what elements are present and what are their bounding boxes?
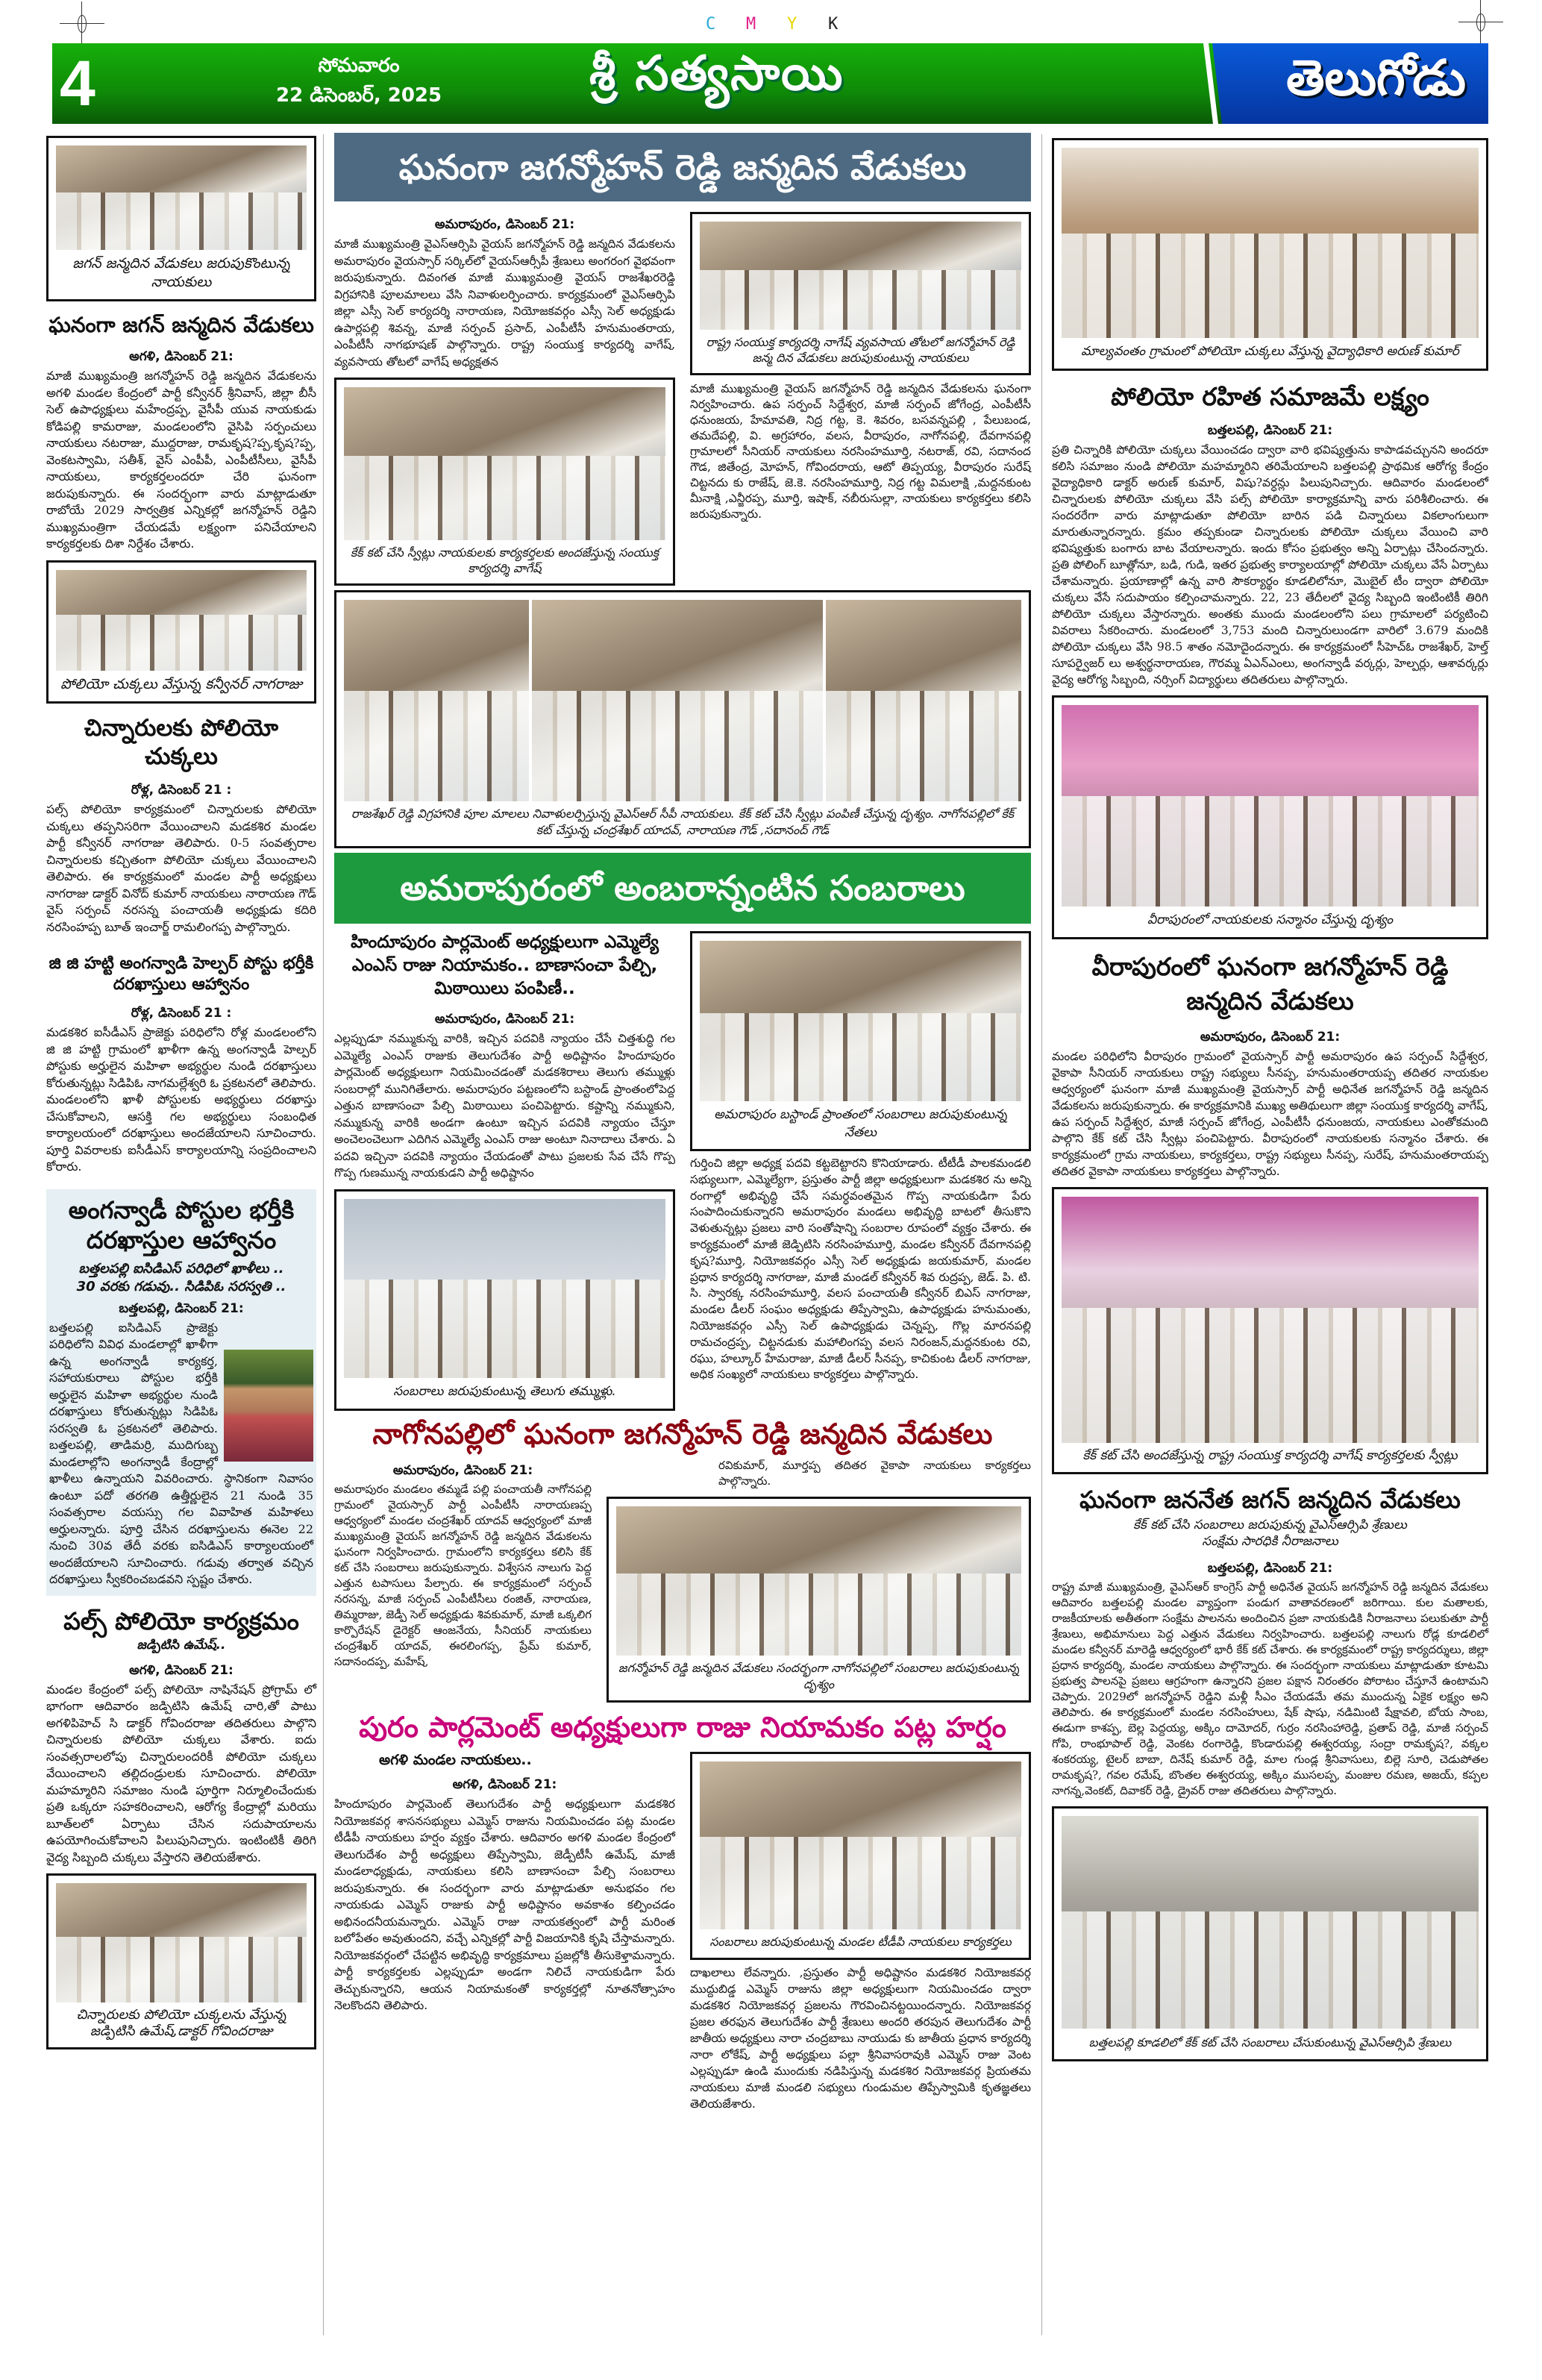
photo-box bbox=[46, 560, 316, 704]
news-photo bbox=[344, 600, 529, 801]
dateline: రోళ్ల, డిసెంబర్ 21 : bbox=[131, 783, 232, 798]
date: 22 డిసెంబర్, 2025 bbox=[276, 84, 442, 107]
dateline: అమరాపురం, డిసెంబర్ 21: bbox=[392, 1463, 533, 1478]
photo-box bbox=[46, 136, 316, 301]
registration-mark-black: K bbox=[828, 15, 839, 34]
photo-caption: జగన్మోహన్ రెడ్డి జన్మదిన వేడుకలు సందర్భంగా నాగోనపల్లిలో సంబరాలు జరుపుకుంటున్న దృశ్యం bbox=[618, 1661, 1020, 1691]
article-body: రవికుమార్, మూర్తప్ప తదితర వైకాపా నాయకులు కార్యకర్తలు పాల్గొన్నారు. bbox=[718, 1459, 1031, 1488]
headline: పల్స్ పోలియో కార్యక్రమం bbox=[63, 1606, 299, 1635]
headline: ఘనంగా జగన్ జన్మదిన వేడుకలు bbox=[48, 313, 314, 337]
article-body: మండల పరిధిలోని వీరాపురం గ్రామంలో వైయస్సార్ పార్టీ అమరాపురం ఉప సర్పంచ్ సిద్దేశ్వర, వైకాపా సీనియర్ నాయకులు రాష్ట్ర సభ్యులు సీనప్ప, హనుమంతరాయప్ప తదితర నాయకుల ఆధ్వర్యంలో ఘనంగా మాజీ ముఖ్యమంత్రి వైయస్సార్ పార్టీ అధినేత జగన్మోహన్ రెడ్డి జన్మదిన వేడుకలను జరుపుకున్నారు. ఈ కార్యక్రమానికి ముఖ్య అతిథులుగా జిల్లా సంయుక్త కార్యదర్శి వాగేష్, ఉప సర్పంచ్ సిద్దేశ్వర, మాజీ సర్పంచ్ జోగేంద్ర, ఎంపీటీసీ ధనుంజయ, నాయకులు ఎంతోకమంది పాల్గొని కేక్ కట్ చేసి స్వీట్లు పంచిపెట్టారు. వీరాపురంలో నాయకులకు సన్మానం చేశారు. ఈ కార్యక్రమంలో గ్రామ నాయకులు, కార్యకర్తలు, రాష్ట్ర సభ్యులు సీనప్ప, సురేష్, హనుమంతరాయప్ప తదితర వైకాపా నాయకులు కార్యకర్తలు పాల్గొన్నారు. bbox=[1052, 1050, 1488, 1179]
crosshair-icon bbox=[60, 1, 104, 46]
photo-caption: బత్తలపల్లి కూడలిలో కేక్ కట్ చేసి సంబరాలు చేసుకుంటున్న వైఎస్ఆర్సిపి శ్రేణులు bbox=[1088, 2035, 1452, 2049]
headline: పురం పార్లమెంట్ అధ్యక్షులుగా రాజు నియామకం పట్ల హర్షం bbox=[359, 1711, 1006, 1744]
photo-box bbox=[334, 378, 675, 586]
news-photo bbox=[1062, 1197, 1479, 1443]
photo-box bbox=[1052, 1806, 1488, 2061]
registration-mark-yellow: Y bbox=[787, 15, 797, 34]
masthead bbox=[52, 43, 1488, 124]
weekday: సోమవారం bbox=[318, 54, 400, 77]
news-photo bbox=[1062, 1816, 1479, 2029]
article-body: అమరాపురం మండలం తమ్మడే పల్లి పంచాయతీ నాగోనపల్లి గ్రామంలో వైయస్సార్ పార్టీ ఎంపీటీసీ నారాయణప్ప ఆధ్వర్యంలో మండల చంద్రశేఖర్ యాదవ్ ఆధ్వర్యంలో మాజీ ముఖ్యమంత్రి వైయస్ జగన్మోహన్ రెడ్డి జన్మదిన వేడుకలను ఘనంగా నిర్వహించారు. గ్రామంలోని కార్యకర్తలు కలిసి కేక్ కట్ చేసి సంబరాలు జరుపుకున్నారు. విశ్వేసన నాలుగు పెద్ద ఎత్తున టపాసులు పేల్చారు. ఈ కార్యక్రమంలో సర్పంచ్ నరసన్న, మాజీ సర్పంచ్ ఎంపీటీసీలు రంజిత్, నారాయణ, తిమ్మరాజు, జెడ్పీ సెల్ అధ్యక్షుడు శివకుమార్, మాజీ ఒక్కలిగ కార్పొరేషన్ డైరెక్టర్ ఆంజనేయ, సీనియర్ నాయకులు చంద్రశేఖర్ యాదవ్, ఈరలింగప్ప, ప్రేమ్ కుమార్, సదానందప్ప, మహేష్, bbox=[334, 1482, 592, 1668]
column-rule bbox=[1041, 134, 1042, 2335]
banner-headline: అమరాపురంలో అంబరాన్నంటిన సంబరాలు bbox=[334, 853, 1031, 924]
dateline: అమరాపురం, డిసెంబర్ 21: bbox=[434, 1012, 575, 1027]
photo-box bbox=[334, 1189, 675, 1411]
photo-box bbox=[46, 1873, 316, 2049]
photo-box bbox=[607, 1497, 1031, 1703]
news-photo bbox=[56, 1883, 307, 2002]
photo-caption: కేక్ కట్ చేసి అందజేస్తున్న రాష్ట్ర సంయుక్త కార్యదర్శి వాగేష్ కార్యకర్తలకు స్వీట్లు bbox=[1082, 1448, 1458, 1464]
dateline: అమరాపురం, డిసెంబర్ 21: bbox=[434, 217, 575, 232]
photo-caption: వీరాపురంలో నాయకులకు సన్మానం చేస్తున్న దృశ్యం bbox=[1147, 912, 1394, 928]
article-body: ప్రతి చిన్నారికి పోలియో చుక్కలు వేయించడం ద్వారా వారి భవిష్యత్తును కాపాడవచ్చునని అందరూ కలిసి సమాజం నుండి పోలియో మహమ్మారిని తరిమేయాలని బత్తలపల్లి ప్రాథమిక ఆరోగ్య కేంద్రం వైద్యాధికారి డాక్టర్ అరుణ్ కుమార్, విషు?వర్ధన్లు పిలుపునిచ్చారు. ఆదివారం మండలంలో చిన్నారులకు పోలియో చుక్కలు వేసి పల్స్ పోలియో కార్యాక్రమాన్ని వారు పరిశీలించారు. ఈ సందరరేగా వారు మాట్లాడుతూ పోలియో బారిన పడి చిన్నారులు వికలాంగులుగా మారుతున్నారన్నారు. క్రమం తప్పకుండా చిన్నారులకు పోలియో చుక్కలు వేయించి వారి భవిష్యత్తుకు బంగారు బాట వేయాలన్నారు. ఇందు కోసం ప్రభుత్వం అన్ని ఏర్పాట్లు చేసిందన్నారు. ప్రతి పోలింగ్ బూత్లోనూ, బడి, గుడి, ఇతర ప్రభుత్వ కార్యాలయాల్లో పోలియో చుక్కలు వేసే ఏర్పాటు చేశామన్నారు. ప్రయాణాల్లో ఉన్న వారి సౌకర్యార్థం కూడలిలోనూ, మొబైల్ టీం ద్వారా పోలియో చుక్కలు వేసే సదుపాయం కల్పించామన్నారు. 22, 23 తేదీలలో వైద్య సిబ్బంది ఇంటింటికీ తిరిగి పోలియో చుక్కలు వేస్తారన్నారు. అంతకు ముందు మండలంలోని పలు గ్రామాలలో పర్యటించి వివరాలు సేకరించారు. మండలంలో 3,753 మంది చిన్నారులుండగా వారిలో 3.679 మందికి పోలియో చుక్కలు వేసి 98.5 శాతం నమోదైందన్నారు. ఈ కార్యక్రమంలో సీహెచ్ఓ రాజశేఖర్, హెల్త్ సూపర్వైజర్ లు అశ్వర్థనారాయణ, గౌరమ్మ ఏఎన్ఎంలు, అంగన్వాడీ వర్కర్లు, హెల్పర్లు, ఆశావర్కర్లు వైద్య ఆరోగ్య సిబ్బంది, నర్సింగ్ విద్యార్థులు తదితరులు పాల్గొన్నారు. bbox=[1052, 443, 1488, 687]
subheadline: 30 వరకు గడువు.. సిడిపిఓ సరస్వతి .. bbox=[76, 1279, 286, 1294]
news-photo bbox=[1062, 705, 1479, 906]
dateline: బత్తలపల్లి, డిసెంబర్ 21: bbox=[1207, 1560, 1333, 1576]
photo-caption: అమరాపురం బస్టాండ్ ప్రాంతంలో సంబరాలు జరుపుకుంటున్న నేతలు bbox=[714, 1107, 1007, 1140]
column-rule bbox=[323, 134, 324, 2335]
article-body: హిందూపురం పార్లమెంట్ తెలుగుదేశం పార్టీ అధ్యక్షులుగా మడకశిర నియోజకవర్గ శాసనసభ్యులు ఎమ్మెస్ రాజును నియమించడం పట్ల మండల టీడీపీ నాయకులు హర్షం వ్యక్తం చేశారు. ఆదివారం అగళి మండల కేంద్రంలో తెలుగుదేశం పార్టీ అధ్యక్షులు తిప్పేస్వామి, జెడ్పీటీసీ ఉమేష్, మాజీ మండలాధ్యక్షుడు, నాయకులు కలిసి బాణాసంచా పేల్చి సంబరాలు జరుపుకున్నారు. ఈ సందర్భంగా వారు మాట్లాడుతూ అనుభవం గల నాయకుడు ఎమ్మెస్ రాజుకు పార్టీ అధిష్టానం అవకాశం కల్పించడం అభినందనీయమన్నారు. ఎమ్మెస్ రాజు నాయకత్వంలో పార్టీ మరింత బలోపేతం అవుతుందని, వచ్చే ఎన్నికల్లో పార్టీ విజయానికి కృషి చేస్తామన్నారు. నియోజకవర్గంలో చేపట్టిన అభివృద్ధి కార్యక్రమాలు ప్రజల్లోకి తీసుకెళ్తామన్నారు. పార్టీ కార్యకర్తలకు ఎల్లప్పుడూ అండగా నిలిచే నాయకుడిగా పేరు తెచ్చుకున్నారని, ఆయన నియామకంతో కార్యకర్తల్లో నూతనోత్సాహం నెలకొందని తెలిపారు. bbox=[334, 1797, 675, 2013]
photo-strip bbox=[334, 590, 1031, 848]
article-body: ఎల్లప్పుడూ నమ్ముకున్న వారికి, ఇచ్చిన పదవికి న్యాయం చేసే చిత్తశుద్ధి గల ఎమ్మెల్యే ఎంఎస్ రాజుకు తెలుగుదేశం పార్టీ అధిష్టానం హిందూపురం పార్లమెంట్ అధ్యక్షులుగా నియమించడంతో మడకశిరాలు తెలుగు తమ్ముళ్లు సంబరాల్లో మునిగితేలారు. అమరాపురం పట్టణంలోని బస్టాండ్ ప్రాంతంలోపెద్ద ఎత్తున బాణాసంచా పేల్చి మిఠాయిలు పంచిపెట్టారు. కష్టాన్ని నమ్ముకుని, నమ్ముకున్న వారికి అండగా ఉంటూ ఇచ్చిన పదవికి న్యాయం చేస్తూ అంచెలంచెలుగా ఎదిగిన ఎమ్మెల్యే ఎంఎస్ రాజు అంటూ నినాదాలు చేశారు. ఏ పదవి ఇచ్చినా పదవికి న్యాయం చేయడంతో పాటు ప్రజలకు సేవ చేసే గొప్ప గొప్ప గుణమున్న నాయకుడని పార్టీ అధిష్టానం bbox=[334, 1032, 675, 1180]
photo-box bbox=[1052, 138, 1488, 371]
dateline: అగళి, డిసెంబర్ 21: bbox=[129, 349, 234, 364]
shaded-article bbox=[46, 1189, 316, 1596]
photo-caption: రాజశేఖర్ రెడ్డి విగ్రహానికి పూల మాలలు నివాళులర్పిస్తున్న వైఎస్ఆర్ సీపీ నాయకులు. కేక్ కట్ చేసి స్వీట్లు పంపిణీ చేస్తున్న దృశ్యం. నాగోనపల్లిలో కేక్ కట్ చేస్తున్న చంద్రశేఖర్ యాదవ్, నారాయణ గౌడ్ ,సదానంద్ గౌడ్ bbox=[351, 807, 1015, 837]
dateline: అమరాపురం, డిసెంబర్ 21: bbox=[1200, 1030, 1341, 1045]
page-number: 4 bbox=[60, 48, 95, 119]
headline: పోలియో రహిత సమాజమే లక్ష్యం bbox=[1111, 382, 1429, 411]
article-body: దాఖలాలు లేవన్నారు. ,ప్రస్తుతం పార్టీ అధిష్టానం మడకశిర నియోజకవర్గ ముద్దుబిడ్డ ఎమ్మెస్ రాజును జిల్లా అధ్యక్షులుగా నియమించడం ద్వారా మడకశిర నియోజకవర్గ ప్రజలను గౌరవించినట్టయిందన్నారు. నియోజకవర్గ ప్రజల తరఫున తెలుగుదేశం పార్టీ శ్రేణులు అందరి తరపున తెలుగుదేశం పార్టీ జాతీయ అధ్యక్షులు నారా చంద్రబాబు నాయుడు కు జాతీయ ప్రధాన కార్యదర్శి నారా లోకేష్, పార్టీ అధ్యక్షులు పల్లా శ్రీనివాసరావుకి ఎమ్మెస్ రాజు వెంట ఎల్లప్పుడూ ఉండి ముందుకు నడిపిస్తున్న మడకశిర నియోజకవర్గ ప్రియతమ నాయకులు మాజీ మండలి సభ్యులు గుండుమల తిప్పేస్వామికి కృతజ్ఞతలు తెలియజేశారు. bbox=[690, 1965, 1031, 2111]
photo-caption: సంబరాలు జరుపుకుంటున్న తెలుగు తమ్ముళ్లు. bbox=[393, 1383, 616, 1399]
headline: చిన్నారులకు పోలియో చుక్కలు bbox=[84, 714, 279, 771]
article-body bbox=[49, 1320, 313, 1588]
news-photo bbox=[616, 1506, 1021, 1656]
photo-box bbox=[690, 212, 1031, 375]
article-body: మాజీ ముఖ్యమంత్రి జగన్మోహన్ రెడ్డి జన్మదిన వేడుకలను అగళి మండల కేంద్రంలో పార్టీ కన్వీనర్ శ్రీనివాస్, జిల్లా బీసీ సెల్ ఉపాధ్యక్షులు మహేంద్రప్ప, వైసీపీ యువ నాయకుడు కోడిపల్లి కామరాజు, మండలంలోని వైసిపి సర్పంచులు నాయకులు నటరాజు, ముద్దరాజు, రామకృష?ప్ప,కృష?ప్ప, వెంకటస్వామి, సతీశ్, వైస్ ఎంపీపీ, ఎంపీటీసీలు, వైసీపీ నాయకులు, కార్యకర్తలందరూ చేరి ఘనంగా జరుపుకున్నారు. ఈ సందర్భంగా వారు మాట్లాడుతూ రాబోయే 2029 సార్వత్రిక ఎన్నికల్లో జగన్మోహన్ రెడ్డిని ముఖ్యమంత్రిగా చేయడమే లక్ష్యంగా పనిచేయాలని కార్యకర్తలకు దిశా నిర్దేశం చేశారు. bbox=[46, 369, 316, 551]
news-photo bbox=[532, 600, 823, 801]
photo-caption: చిన్నారులకు పోలియో చుక్కలను వేస్తున్న జడ్పిటిసి ఉమేష్,డాక్టర్ గోవిందరాజు bbox=[76, 2007, 286, 2040]
article-body: మడకశిర ఐసీడీఎస్ ప్రాజెక్టు పరిధిలోని రోళ్ల మండలంలోని జి జి హట్టి గ్రామంలో ఖాళీగా ఉన్న అంగన్వాడీ హెల్పర్ పోస్టుకు అర్హులైన మహిళా అభ్యర్థుల నుండి దరఖాస్తులు కోరుతున్నట్లు సిడిపిఓ నాగమల్లేశ్వరి ఓ ప్రకటనలో తెలిపారు. మండలంలోని ఖాళీ పోస్టులకు అభ్యర్థులు దరఖాస్తు చేసుకోవాలని, ఆసక్తి గల అభ్యర్థులు సంబంధిత కార్యాలయంలో దరఖాస్తులు అందజేయాలని సూచించారు. పూర్తి వివరాలకు ఐసీడీఎస్ కార్యాలయాన్ని సంప్రదించాలని కోరారు. bbox=[46, 1025, 316, 1174]
photo-caption: సంబరాలు జరుపుకుంటున్న మండల టీడీపి నాయకులు కార్యకర్తలు bbox=[709, 1934, 1012, 1949]
news-photo bbox=[700, 222, 1021, 330]
news-photo bbox=[344, 1199, 665, 1378]
news-photo bbox=[56, 570, 307, 671]
article-body: రాష్ట్ర మాజీ ముఖ్యమంత్రి, వైఎస్ఆర్ కాంగ్రెస్ పార్టీ అధినేత వైయస్ జగన్మోహన్ రెడ్డి జన్మదిన వేడుకలు ఆదివారం బత్తలపల్లి మండల వ్యాప్తంగా పండుగ వాతావరణంలో జరిగాయి. కుల మతాలకు, రాజకీయాలకు అతీతంగా సంక్షేమ పాలనను అందించిన ప్రజా నాయకుడికి నీరాజనాలు పలుకుతూ పార్టీ శ్రేణులు, అభిమానులు పెద్ద ఎత్తున వేడుకలు నిర్వహించారు. బత్తలపల్లి నాలుగు రోడ్ల కూడలిలో మండల కన్వీనర్ మారెడ్డి ఆధ్వర్యంలో భారీ కేక్ కట్ చేశారు. ఈ కార్యక్రమంలో రాష్ట్ర కార్యదర్శులు, జిల్లా ప్రధాన కార్యదర్శి, మండల నాయకులు పాల్గొన్నారు. ఈ సందర్భంగా నాయకులు మాట్లాడుతూ కూటమి ప్రభుత్వ పాలనపై ప్రజలు ఆగ్రహంగా ఉన్నారని ప్రజల పక్షాన నిరంతరం పోరాటం చేస్తూనే ఉంటామని చెప్పారు. 2029లో జగన్మోహన్ రెడ్డిని మళ్లీ సీఎం చేయడమే తమ ముందున్న ఏకైక లక్ష్యం అని తెలిపారు. ఈ కార్యక్రమంలో మండల నరసింహులు, షేక్ షాషు, నడిమింటి షేక్షావలి, బోయ సాంబ, ఈడుగా కాశప్ప, బెల్ల పెద్దయ్య, అక్కిం దామోదర్, గుర్రం నరసింహారెడ్డి, ప్రతాప్ రెడ్డి, మాజీ సర్పంచ్ గోపి, రాంభూపాల్ రెడ్డి, వెంకట రంగారెడ్డి, కొండారుపల్లి ఈశ్వరయ్య, సంద్రా రామకృష?, వక్కల శంకరయ్య, టైలర్ బాబా, దినేష్ కుమార్ రెడ్డి, మాల గుండ్ల శ్రీనివాసులు, బిల్లె సూరి, చెడుపోతల రామకృష?, గవల రమేష్, బొంతల ఈశ్వరయ్య, అక్కిం ముసలప్ప, మంజుల రమణ, అజయ్, కప్పల నాగన్న,వెంకట్, దివాకర్ రెడ్డి, డ్రైవర్ రాజు తదితరులు పాల్గొన్నారు. bbox=[1052, 1579, 1488, 1797]
headline: ఘనంగా జననేత జగన్ జన్మదిన వేడుకలు bbox=[1079, 1485, 1461, 1515]
center-column bbox=[334, 133, 1031, 2120]
newspaper-logo: తెలుగోడు bbox=[1286, 49, 1466, 107]
edition-title: శ్రీ సత్యసాయి bbox=[589, 46, 844, 101]
subheadline: జడ్పిటిసి ఉమేష్.. bbox=[137, 1637, 226, 1653]
dateline: రోళ్ల, డిసెంబర్ 21 : bbox=[131, 1006, 232, 1021]
headline: అంగన్వాడీ పోస్టుల భర్తీకి దరఖాస్తుల ఆహ్వానం bbox=[68, 1195, 295, 1254]
photo-caption: రాష్ట్ర సంయుక్త కార్యదర్శి నాగేష్ వ్యవసాయ తోటలో జగన్మోహన్ రెడ్డి జన్మ దిన వేడుకలు జరుపుకుంటున్న నాయకులు bbox=[706, 335, 1015, 365]
headline: హిందూపురం పార్లమెంట్ అధ్యక్షులుగా ఎమ్మెల్యే ఎంఎస్ రాజు నియామకం.. బాణాసంచా పేల్చి, మిఠాయిలు పంపిణీ.. bbox=[351, 933, 659, 998]
subheadline: బత్తలపల్లి ఐసిడిఎస్ పరిధిలో ఖాళీలు .. bbox=[78, 1260, 284, 1277]
headline: జి జి హట్టి అంగన్వాడి హెల్పర్ పోస్టు భర్తీకి దరఖాస్తులు ఆహ్వానం bbox=[48, 954, 314, 994]
subheadline: అగళి మండల నాయకులు.. bbox=[379, 1751, 532, 1768]
registration-mark-cyan: C bbox=[706, 15, 716, 34]
crosshair-icon bbox=[1458, 0, 1503, 45]
photo-box bbox=[690, 931, 1031, 1151]
dateline: బత్తలపల్లి, డిసెంబర్ 21: bbox=[119, 1300, 244, 1316]
article-body: మండల కేంద్రంలో పల్స్ పోలియో నాషినేషన్ ప్రోగ్రామ్ లో భాగంగా ఆదివారం జడ్పిటిసి ఉమేష్ చారి,తో పాటు అగళిపిహెచ్ సి డాక్టర్ గోవిందరాజు తదితరులు పాల్గొని చిన్నారులకు పోలియో చుక్కలు వేశారు. ఐదు సంవత్సరాలలోపు చిన్నారులందరికీ పోలియో చుక్కలు వేయించాలని తల్లిదండ్రులకు సూచించారు. పోలియో మహమ్మారిని సమాజం నుండి పూర్తిగా నిర్మూలించేందుకు ప్రతి ఒక్కరూ సహకరించాలని, ఆరోగ్య కేంద్రాల్లో మరియు బూత్‌లలో ఏర్పాటు చేసిన సదుపాయాలను ఉపయోగించుకోవాలని పిలుపునిచ్చారు. ఇంటింటికీ తిరిగి వైద్య సిబ్బంది చుక్కలు వేస్తారని తెలియజేశారు. bbox=[46, 1682, 316, 1864]
news-photo bbox=[700, 1761, 1021, 1929]
news-photo bbox=[826, 600, 1021, 801]
photo-caption: పోలియో చుక్కలు వేస్తున్న కన్వీనర్ నాగరాజు bbox=[60, 675, 302, 692]
article-text: బత్తలపల్లి ఐసిడిఎస్ ప్రాజెక్టు పరిధిలోని వివిధ మండలాల్లో ఖాళీగా ఉన్న అంగన్వాడీ కార్యకర్త, సహాయకురాలు పోస్టుల భర్తీకి అర్హులైన మహిళా అభ్యర్థుల నుండి దరఖాస్తులు కోరుతున్నట్లు సిడిపిఓ సరస్వతి ఓ ప్రకటనలో తెలిపారు. బత్తలపల్లి, తాడిమర్రి, ముదిగుబ్బ మండలాల్లోని అంగన్వాడీ కేంద్రాల్లో ఖాళీలు ఉన్నాయని వివరించారు. స్థానికంగా నివాసం ఉంటూ పదో తరగతి ఉత్తీర్ణులైన 21 నుండి 35 సంవత్సరాల వయస్సు గల వివాహిత మహిళలు అర్హులన్నారు. పూర్తి చేసిన దరఖాస్తులను ఈనెల 22 నుంచి 30వ తేదీ వరకు ఐసిడిఎస్ కార్యాలయంలో అందజేయాలని సూచించారు. గడువు తర్వాత వచ్చిన దరఖాస్తులు స్వీకరించబడవని స్పష్టం చేశారు. bbox=[49, 1320, 313, 1586]
photo-box bbox=[1052, 1187, 1488, 1474]
news-photo bbox=[344, 387, 665, 540]
photo-caption: కేక్ కట్ చేసి స్వీట్లు నాయకులకు కార్యకర్తలకు అందజేస్తున్న సంయుక్త కార్యదర్శి వాగేష్ bbox=[350, 545, 659, 575]
article-body: గుర్తించి జిల్లా అధ్యక్ష పదవి కట్టబెట్టారని కొనియాడారు. టీటీడీ పాలకమండలి సభ్యులుగా, ఎమ్మెల్యేగా, ప్రస్తుతం పార్టీ జిల్లా అధ్యక్షులుగా మడకశిర ను అన్ని రంగాల్లో అభివృద్ధి చేసే సమర్ధవంతమైన గొప్ప నాయకుడిగా పేరు సంపాదించుకున్నారని అమరాపురం మండలు అభివృద్ధి బాటలో తీసుకొని వెళుతున్నట్లు ప్రజలు వారి సంతోషాన్ని సంబరాల రూపంలో వ్యక్తం చేశారు. ఈ కార్యక్రమంలో మాజీ జెడ్పిటిసి నరసింహమూర్తి, మండల కన్వీనర్ దేవగానపల్లి కృష?మూర్తి, నియోజకవర్గం ఎస్సీ సెల్ అధ్యక్షుడు జయకుమార్, మండల ప్రధాన కార్యదర్శి నాగరాజు, మాజీ మండల్ కన్వీనర్ శివ రుద్రప్ప, జెడ్. పి. టి. సి. స్వారక్క నరసింహమూర్తి, వలస పంచాయతీ కన్వీనర్ బిఎస్ నాగరాజు, మండల డీలర్ సంఘం అధ్యక్షుడు తిప్పేస్వామి, ఉపాధ్యక్షుడు హనుమంతు, నియోజకవర్గం ఎస్సీ సెల్ ఉపాధ్యక్షుడు చెన్నప్ప, గొల్ల మారనపల్లి రామచంద్రప్ప, చిట్టనడుకు మహాలింగప్ప వలస నిరంజన్,మద్దనకుంట రవి, రఘు, హల్కూర్ హేమరాజు, మాజీ డీలర్ సీనప్ప, కాచికుంట డీలర్ నాగరాజు, అధిక సంఖ్యలో నాయకులు కార్యకర్తలు పాల్గొన్నారు. bbox=[690, 1156, 1031, 1382]
dateline: బత్తలపల్లి, డిసెంబర్ 21: bbox=[1207, 423, 1333, 439]
article-body: పల్స్ పోలియో కార్యక్రమంలో చిన్నారులకు పోలియో చుక్కలు తప్పనిసరిగా వేయించాలని మడకశిర మండల పార్టీ కన్వీనర్ నాగరాజు తెలిపారు. 0-5 సంవత్సరాల చిన్నారులకు కచ్చితంగా పోలియో చుక్కలు వేయించాలని తెలిపారు. ఈ కార్యక్రమంలో మండల పార్టీ అధ్యక్షులు నాగరాజు డాక్టర్ వినోద్ కుమార్ నాయకులు నారాయణ గౌడ్ వైస్ సర్పంచ్ నరసన్న పంచాయతీ అధ్యక్షుడు కదిరి నరసింహప్ప బూత్ ఇంచార్జ్ రామలింగప్ప పాల్గొన్నారు. bbox=[46, 802, 316, 934]
banner-headline: ఘనంగా జగన్మోహన్ రెడ్డి జన్మదిన వేడుకలు bbox=[334, 133, 1031, 201]
dateline: అగళి, డిసెంబర్ 21: bbox=[452, 1777, 557, 1793]
photo-box bbox=[1052, 695, 1488, 939]
issue-date bbox=[276, 51, 442, 110]
photo-caption: మాల్యవంతం గ్రామంలో పోలియో చుక్కలు వేస్తున్న వైద్యాధికారి అరుణ్ కుమార్ bbox=[1081, 344, 1459, 359]
photo-box bbox=[690, 1752, 1031, 1960]
news-photo bbox=[56, 145, 307, 250]
news-photo bbox=[1062, 148, 1479, 338]
right-column bbox=[1052, 138, 1488, 2061]
subheadline: సంక్షేమ సారధికి నీరాజనాలు bbox=[1202, 1533, 1338, 1549]
article-body: మాజీ ముఖ్యమంత్రి వైఎస్ఆర్సిపి వైయస్ జగన్మోహన్ రెడ్డి జన్మదిన వేడుకలను అమరాపురం వైయస్సార్ సర్కిల్‌లో వైయస్ఆర్సీపీ శ్రేణులు అంగరంగ వైభవంగా జరుపుకున్నారు. దివంగత మాజీ ముఖ్యమంత్రి వైయస్ రాజశేఖరరెడ్డి విగ్రహానికి పూలమాలలు వేసి నివాళులర్పించారు. కార్యక్రమంలో వైఎస్ఆర్సిపి జిల్లా ఎస్సీ సెల్ కార్యదర్శి నారాయణ, నియోజకవర్గం ఎస్సీ సెల్ అధ్యక్షుడు ఉపార్లపల్లి శివన్న, మాజీ సర్పంచ్ ప్రసాద్, ఎంపీటీసీ హనుమంతరాయ, ఎంపీటీసీ నాగభూషణ్ పాల్గొన్నారు. రాష్ట్ర సంయుక్త కార్యదర్శి వాగేష్, వ్యవసాయ తోటలో వాగేష్ అధ్యక్షతన bbox=[334, 237, 675, 369]
subheadline: కేక్ కట్ చేసి సంబరాలు జరుపుకున్న వైఎస్ఆర్సిపి శ్రేణులు bbox=[1133, 1518, 1407, 1533]
headline: నాగోనపల్లిలో ఘనంగా జగన్మోహన్ రెడ్డి జన్మదిన వేడుకలు bbox=[372, 1417, 993, 1450]
left-column bbox=[46, 136, 316, 2049]
headline: వీరాపురంలో ఘనంగా జగన్మోహన్ రెడ్డి జన్మదిన వేడుకలు bbox=[1091, 952, 1449, 1016]
dateline: అగళి, డిసెంబర్ 21: bbox=[129, 1662, 234, 1678]
news-photo bbox=[700, 941, 1021, 1101]
article-body: మాజీ ముఖ్యమంత్రి వైయస్ జగన్మోహన్ రెడ్డి జన్మదిన వేడుకలను ఘనంగా నిర్వహించారు. ఉప సర్పంచ్ సిద్దేశ్వర, మాజీ సర్పంచ్ జోగేంద్ర, ఎంపీటీసీ ధనుంజయ, హేమావతి, నిద్ర గట్ట, కె. శివరం, బసవన్నపల్లి , పేలుబండ, తమదేపల్లి, వి. అగ్రహారం, వలస, వీరాపురం, నాగోనపల్లి, దేవగానపల్లి గ్రామాలలో సీనియర్ నాయకులు నరసింహమూర్తి, నటరాజ్, రవి, సదానంద గౌడ, జితేంద్ర, మోహన్, గోవిందరాయ, ఆటో తిప్పయ్య, వీరాపురం సురేష్ చిట్టనదు కు రాజేష్, జె.కె. నరసింహమూర్తి, నిద్ర గట్ట విమలాక్షి ,మద్దనకుంట మీనాక్షి ,ఎన్జీరప్ప, మూర్తి, ఇషాక్, నబీరుసుల్లా, నాయకులు కార్యకర్తలు కలిసి జరుపుకున్నారు. bbox=[690, 382, 1031, 521]
portrait-photo bbox=[224, 1350, 313, 1462]
photo-caption: జగన్ జన్మదిన వేడుకలు జరుపుకొంటున్న నాయకులు bbox=[72, 255, 290, 290]
registration-mark-magenta: M bbox=[746, 15, 756, 34]
